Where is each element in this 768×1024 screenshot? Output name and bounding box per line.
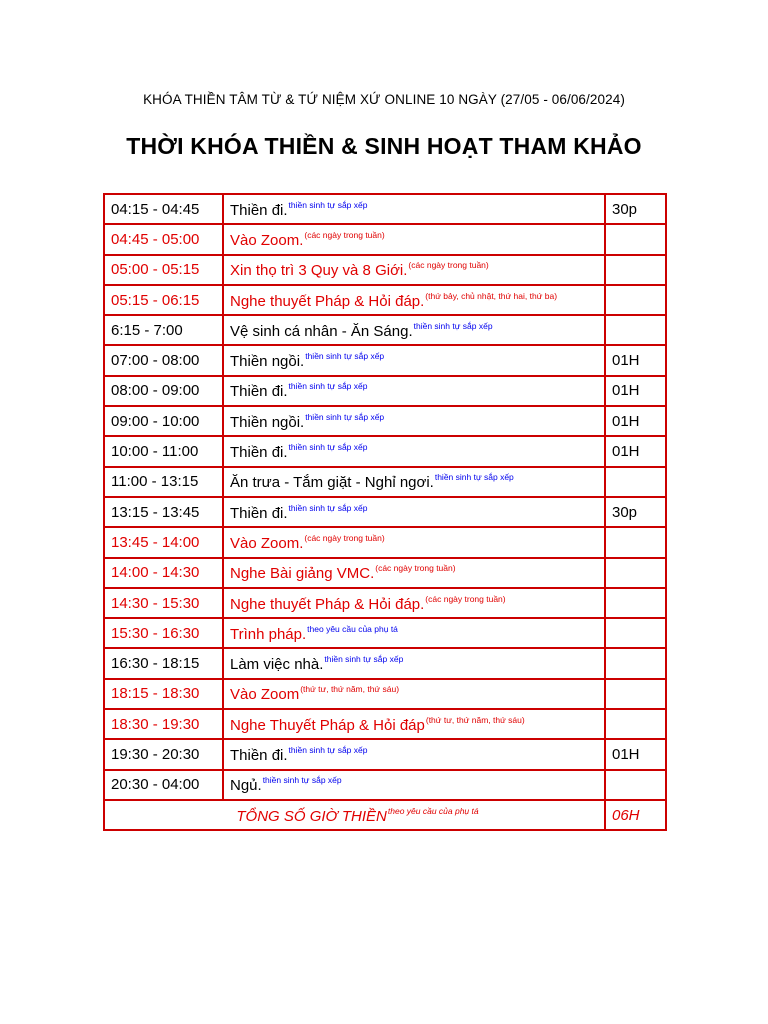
activity-note: (thứ bảy, chủ nhật, thứ hai, thứ ba) [425,290,558,301]
schedule-row [104,679,666,709]
time-cell: 04:15 - 04:45 [104,194,223,224]
activity-text: Vào Zoom [230,686,300,704]
duration-cell [605,558,666,588]
activity-text: Thiền đi. [230,383,288,401]
activity-note: thiền sinh tự sắp xếp [288,199,368,210]
duration-cell [605,285,666,315]
activity-note: thiền sinh tự sắp xếp [288,442,368,453]
time-cell: 05:15 - 06:15 [104,285,223,315]
time-cell: 13:45 - 14:00 [104,527,223,557]
schedule-row [104,618,666,648]
activity-note: (các ngày trong tuần) [408,260,489,271]
activity-note: thiền sinh tự sắp xếp [324,654,404,665]
activity-text: Nghe thuyết Pháp & Hỏi đáp. [230,595,425,613]
activity-text: Xin thọ trì 3 Quy và 8 Giới. [230,262,408,280]
activity-text: Trình pháp. [230,625,307,643]
activity-cell [223,436,605,466]
activity-cell [223,618,605,648]
activity-text: Ngủ. [230,777,262,795]
schedule-row [104,527,666,557]
activity-text: Thiền đi. [230,444,288,462]
time-cell: 04:45 - 05:00 [104,224,223,254]
activity-cell [223,709,605,739]
activity-text: Vào Zoom. [230,534,304,552]
duration-cell: 30p [605,194,666,224]
activity-cell [223,194,605,224]
activity-cell [223,406,605,436]
time-cell: 11:00 - 13:15 [104,467,223,497]
schedule-row [104,376,666,406]
duration-cell: 30p [605,497,666,527]
activity-note: (thứ tư, thứ năm, thứ sáu) [425,714,525,725]
total-note: theo yêu cầu của phụ tá [387,805,479,816]
duration-cell [605,618,666,648]
activity-note: thiền sinh tự sắp xếp [305,351,385,362]
schedule-row [104,285,666,315]
activity-cell [223,527,605,557]
activity-cell [223,255,605,285]
time-cell: 10:00 - 11:00 [104,436,223,466]
activity-note: thiền sinh tự sắp xếp [288,502,368,513]
duration-cell: 01H [605,436,666,466]
duration-cell [605,648,666,678]
time-cell: 19:30 - 20:30 [104,739,223,769]
activity-note: (thứ tư, thứ năm, thứ sáu) [300,684,400,695]
duration-cell [605,315,666,345]
duration-cell [605,255,666,285]
schedule-row [104,467,666,497]
activity-note: (các ngày trong tuần) [304,229,385,240]
activity-note: thiền sinh tự sắp xếp [413,320,493,331]
activity-text: Nghe thuyết Pháp & Hỏi đáp. [230,292,425,310]
time-cell: 13:15 - 13:45 [104,497,223,527]
activity-text: Ăn trưa - Tắm giặt - Nghỉ ngơi. [230,474,434,492]
duration-cell [605,679,666,709]
activity-note: (các ngày trong tuần) [425,593,506,604]
schedule-row [104,345,666,375]
schedule-table [103,193,667,831]
time-cell: 18:30 - 19:30 [104,709,223,739]
time-cell: 14:30 - 15:30 [104,588,223,618]
activity-text: Thiền ngồi. [230,353,305,371]
duration-cell [605,527,666,557]
activity-text: Nghe Bài giảng VMC. [230,565,375,583]
activity-cell [223,315,605,345]
activity-note: thiền sinh tự sắp xếp [434,472,514,483]
duration-cell [605,467,666,497]
activity-note: thiền sinh tự sắp xếp [305,411,385,422]
duration-cell [605,588,666,618]
activity-text: Vệ sinh cá nhân - Ăn Sáng. [230,322,413,340]
time-cell: 07:00 - 08:00 [104,345,223,375]
activity-cell [223,285,605,315]
schedule-row [104,315,666,345]
schedule-row [104,739,666,769]
activity-text: Thiền đi. [230,201,288,219]
duration-cell: 01H [605,376,666,406]
schedule-row [104,558,666,588]
schedule-row [104,709,666,739]
activity-cell [223,376,605,406]
activity-cell [223,679,605,709]
duration-cell [605,224,666,254]
activity-cell [223,345,605,375]
duration-cell: 01H [605,406,666,436]
activity-cell [223,770,605,800]
duration-cell [605,770,666,800]
time-cell: 18:15 - 18:30 [104,679,223,709]
activity-cell [223,467,605,497]
schedule-row [104,255,666,285]
schedule-row [104,588,666,618]
time-cell: 16:30 - 18:15 [104,648,223,678]
schedule-row [104,497,666,527]
time-cell: 09:00 - 10:00 [104,406,223,436]
total-label-cell [104,800,605,830]
time-cell: 6:15 - 7:00 [104,315,223,345]
duration-cell: 01H [605,739,666,769]
time-cell: 15:30 - 16:30 [104,618,223,648]
activity-cell [223,648,605,678]
schedule-row [104,406,666,436]
activity-text: Thiền đi. [230,746,288,764]
activity-text: Thiền ngồi. [230,413,305,431]
activity-text: Nghe Thuyết Pháp & Hỏi đáp [230,716,425,734]
duration-cell: 01H [605,345,666,375]
total-label: TỔNG SỐ GIỜ THIỀN [236,807,387,825]
activity-note: thiền sinh tự sắp xếp [288,381,368,392]
activity-cell [223,224,605,254]
total-row [104,800,666,830]
total-duration: 06H [605,800,666,830]
activity-cell [223,558,605,588]
document-subtitle: KHÓA THIỀN TÂM TỪ & TỨ NIỆM XỨ ONLINE 10 NGÀY (27/05 - 06/06/2024) [143,92,625,107]
schedule-row [104,436,666,466]
activity-note: thiền sinh tự sắp xếp [262,775,342,786]
time-cell: 08:00 - 09:00 [104,376,223,406]
activity-text: Làm việc nhà. [230,656,324,674]
document-title: THỜI KHÓA THIỀN & SINH HOẠT THAM KHẢO [126,133,642,159]
schedule-row [104,194,666,224]
schedule-row [104,648,666,678]
activity-cell [223,497,605,527]
activity-cell [223,739,605,769]
activity-note: thiền sinh tự sắp xếp [288,744,368,755]
time-cell: 20:30 - 04:00 [104,770,223,800]
activity-note: theo yêu cầu của phụ tá [307,623,398,634]
activity-text: Thiền đi. [230,504,288,522]
duration-cell [605,709,666,739]
activity-text: Vào Zoom. [230,231,304,249]
activity-note: (các ngày trong tuần) [304,532,385,543]
schedule-row [104,770,666,800]
schedule-row [104,224,666,254]
time-cell: 05:00 - 05:15 [104,255,223,285]
time-cell: 14:00 - 14:30 [104,558,223,588]
activity-cell [223,588,605,618]
activity-note: (các ngày trong tuần) [375,563,456,574]
